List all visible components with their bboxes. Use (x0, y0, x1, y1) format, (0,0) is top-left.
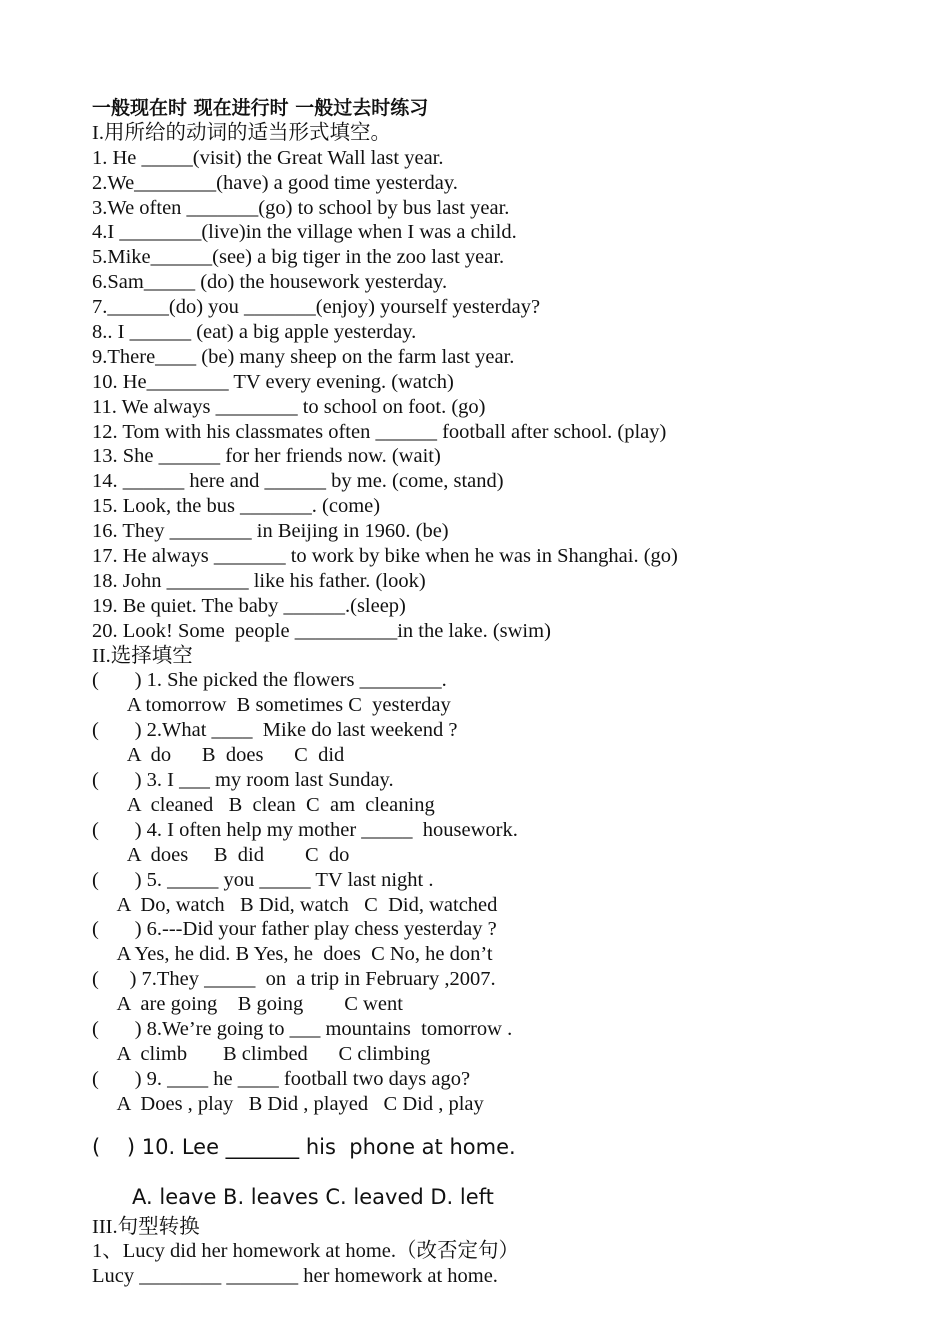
exercise-item: 12. Tom with his classmates often ______ football after school. (play) (92, 420, 667, 443)
section-3-heading: III.句型转换 (92, 1215, 200, 1238)
choice-options: A do B does C did (92, 744, 345, 767)
exercise-item: 2.We________(have) a good time yesterday. (92, 171, 458, 194)
exercise-item: 1. He _____(visit) the Great Wall last year. (92, 146, 444, 169)
choice-options: A cleaned B clean C am cleaning (92, 793, 435, 816)
worksheet-page (92, 96, 912, 1289)
transform-item: 1、Lucy did her homework at home.（改否定句） (92, 1240, 520, 1263)
exercise-item: 8.. I ______ (eat) a big apple yesterday. (92, 321, 417, 344)
choice-options: A climb B climbed C climbing (92, 1042, 431, 1065)
exercise-item: 9.There____ (be) many sheep on the farm last year. (92, 345, 515, 368)
section-1-items (92, 146, 912, 644)
section-1-heading: I.用所给的动词的适当形式填空。 (92, 121, 391, 144)
choice-options: A are going B going C went (92, 993, 403, 1016)
choice-options: A tomorrow B sometimes C yesterday (92, 694, 451, 717)
section-2-heading: II.选择填空 (92, 644, 193, 667)
choice-question-10: ( ) 10. Lee _______ his phone at home. (92, 1134, 516, 1159)
exercise-item: 20. Look! Some people __________in the lake. (swim) (92, 619, 551, 642)
exercise-item: 10. He________ TV every evening. (watch) (92, 370, 454, 393)
choice-question: ( ) 8.We’re going to ___ mountains tomorrow . (92, 1017, 513, 1040)
page-title: 一般现在时 现在进行时 一般过去时练习 (92, 97, 429, 119)
exercise-item: 3.We often _______(go) to school by bus last year. (92, 196, 510, 219)
choice-question: ( ) 4. I often help my mother _____ housework. (92, 818, 518, 841)
exercise-item: 19. Be quiet. The baby ______.(sleep) (92, 594, 406, 617)
exercise-item: 17. He always _______ to work by bike when he was in Shanghai. (go) (92, 545, 678, 568)
exercise-item: 11. We always ________ to school on foot. (go) (92, 395, 486, 418)
choice-question: ( ) 3. I ___ my room last Sunday. (92, 769, 394, 792)
exercise-item: 18. John ________ like his father. (look) (92, 569, 426, 592)
exercise-item: 7.______(do) you _______(enjoy) yourself yesterday? (92, 296, 541, 319)
choice-options: A does B did C do (92, 843, 350, 866)
exercise-item: 6.Sam_____ (do) the housework yesterday. (92, 271, 448, 294)
choice-question: ( ) 2.What ____ Mike do last weekend ? (92, 719, 458, 742)
choice-question: ( ) 9. ____ he ____ football two days ago? (92, 1067, 471, 1090)
choice-options: A Do, watch B Did, watch C Did, watched (92, 893, 498, 916)
exercise-item: 15. Look, the bus _______. (come) (92, 495, 381, 518)
section-2-questions (92, 668, 912, 1212)
choice-question: ( ) 7.They _____ on a trip in February ,2007. (92, 968, 496, 991)
exercise-item: 16. They ________ in Beijing in 1960. (be) (92, 520, 449, 543)
choice-question: ( ) 6.---Did your father play chess yesterday ? (92, 918, 497, 941)
transform-answer-line: Lucy ________ _______ her homework at home. (92, 1265, 498, 1288)
exercise-item: 14. ______ here and ______ by me. (come, stand) (92, 470, 504, 493)
exercise-item: 13. She ______ for her friends now. (wait) (92, 445, 441, 468)
choice-options-10: A. leave B. leaves C. leaved D. left (92, 1184, 494, 1209)
choice-options: A Yes, he did. B Yes, he does C No, he don’t (92, 943, 493, 966)
choice-question: ( ) 5. _____ you _____ TV last night . (92, 868, 434, 891)
choice-options: A Does , play B Did , played C Did , play (92, 1092, 484, 1115)
exercise-item: 5.Mike______(see) a big tiger in the zoo last year. (92, 246, 505, 269)
choice-question: ( ) 1. She picked the flowers ________. (92, 669, 447, 692)
exercise-item: 4.I ________(live)in the village when I was a child. (92, 221, 517, 244)
